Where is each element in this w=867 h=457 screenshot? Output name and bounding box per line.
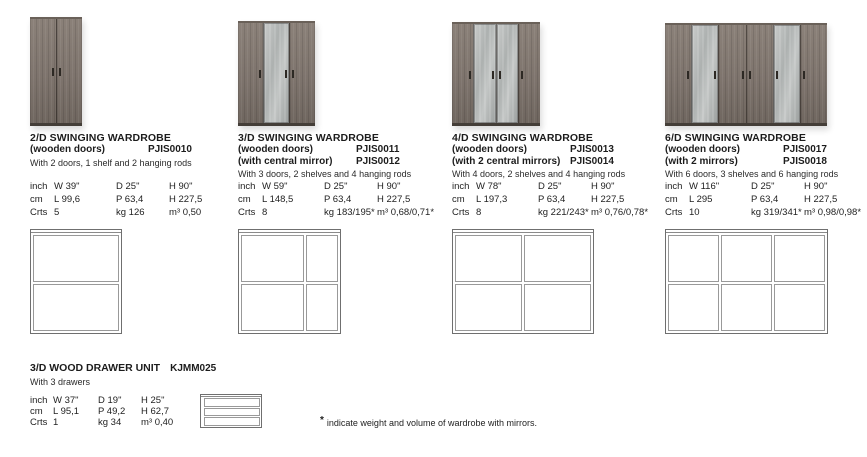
door-handle <box>687 71 689 79</box>
product-variant-line <box>452 157 652 168</box>
spec-depth: D 25" <box>324 181 348 192</box>
spec-height: H 227,5 <box>591 194 625 205</box>
spec-table <box>238 180 438 219</box>
product-variant-line <box>665 157 865 168</box>
product-photo-area <box>665 14 865 126</box>
spec-unit: inch <box>30 181 48 192</box>
spec-height: H 90" <box>804 181 828 192</box>
product-title: 4/D SWINGING WARDROBE <box>452 133 593 144</box>
product-variant-line <box>665 145 865 156</box>
diagram-panel <box>33 284 119 331</box>
spec-row-cm <box>238 193 438 206</box>
spec-unit: inch <box>30 394 48 406</box>
diagram-panel <box>204 398 260 407</box>
spec-unit: cm <box>238 194 251 205</box>
spec-width: L 197,3 <box>476 194 508 205</box>
door-handle <box>292 70 294 78</box>
door-handle <box>499 71 501 79</box>
spec-unit: cm <box>30 405 43 417</box>
wardrobe-image <box>452 22 540 126</box>
mirror-door <box>691 25 718 123</box>
spec-depth: P 49,2 <box>98 405 126 417</box>
drawer-unit-description: With 3 drawers <box>30 377 91 387</box>
product-code: PJIS0012 <box>356 155 400 167</box>
spec-weight: kg 221/243* <box>538 207 589 218</box>
spec-row-cm <box>30 193 230 206</box>
spec-row-cartons <box>238 206 438 219</box>
diagram-panel <box>524 235 591 282</box>
spec-height: H 90" <box>591 181 615 192</box>
spec-unit: cm <box>665 194 678 205</box>
wood-door <box>518 24 540 123</box>
diagram-panel <box>455 235 522 282</box>
product-photo-area <box>452 14 652 126</box>
diagram-panel <box>668 284 719 331</box>
asterisk-icon: * <box>320 415 324 426</box>
door-handle <box>492 71 494 79</box>
diagram-panel <box>721 235 772 282</box>
mirror-door <box>496 24 518 123</box>
product-title-block <box>452 133 652 180</box>
spec-depth: D 25" <box>751 181 775 192</box>
spec-volume: m³ 0,50 <box>169 207 202 218</box>
spec-row-cm <box>452 193 652 206</box>
footnote-text: indicate weight and volume of wardrobe with mirrors. <box>326 418 537 428</box>
door-handle <box>521 71 523 79</box>
spec-row-inch <box>665 180 865 193</box>
mirror-door <box>473 24 495 123</box>
spec-unit: Crts <box>452 207 470 218</box>
mirror-door <box>773 25 800 123</box>
door-handle <box>469 71 471 79</box>
diagram-panel <box>721 284 772 331</box>
product-column-6d-wardrobe <box>665 14 865 344</box>
spec-width: L 148,5 <box>262 194 294 205</box>
door-handle <box>749 71 751 79</box>
footnote <box>320 415 537 428</box>
product-description: With 3 doors, 2 shelves and 4 hanging rods <box>238 169 412 179</box>
product-column-3d-wardrobe <box>238 14 438 344</box>
product-title: 2/D SWINGING WARDROBE <box>30 133 171 144</box>
spec-height: H 90" <box>169 181 193 192</box>
diagram-panel <box>204 417 260 426</box>
wood-door <box>718 25 745 123</box>
spec-unit: cm <box>452 194 465 205</box>
front-view-diagram <box>30 229 122 334</box>
spec-depth: D 25" <box>116 181 140 192</box>
wood-door <box>238 23 263 123</box>
door-handle <box>742 71 744 79</box>
spec-height: H 227,5 <box>377 194 411 205</box>
spec-depth: D 19" <box>98 394 122 406</box>
spec-row-inch <box>238 180 438 193</box>
product-code: PJIS0017 <box>783 144 827 155</box>
variant-label: (wooden doors) <box>665 144 740 155</box>
spec-table <box>30 180 230 219</box>
spec-width: W 116" <box>689 181 720 192</box>
spec-height: H 227,5 <box>804 194 838 205</box>
spec-unit: Crts <box>30 416 48 428</box>
spec-unit: inch <box>665 181 683 192</box>
front-view-diagram <box>452 229 594 334</box>
door-handle <box>259 70 261 78</box>
product-code: PJIS0018 <box>783 155 827 167</box>
spec-height: H 25" <box>141 394 165 406</box>
spec-table <box>452 180 652 219</box>
spec-width: L 295 <box>689 194 713 205</box>
door-handle <box>776 71 778 79</box>
product-title: 6/D SWINGING WARDROBE <box>665 133 806 144</box>
spec-row-cartons <box>665 206 865 219</box>
spec-cartons: 10 <box>689 207 700 218</box>
spec-width: L 99,6 <box>54 194 81 205</box>
spec-unit: Crts <box>30 207 48 218</box>
door-handle <box>803 71 805 79</box>
spec-width: W 39" <box>54 181 80 192</box>
spec-row-cartons <box>30 206 230 219</box>
wardrobe-image <box>238 21 315 126</box>
spec-depth: P 63,4 <box>751 194 779 205</box>
diagram-panel <box>306 284 338 331</box>
variant-label: (with 2 mirrors) <box>665 155 738 167</box>
wood-door <box>56 19 83 123</box>
product-variant-line <box>452 145 652 156</box>
variant-label: (wooden doors) <box>30 144 105 155</box>
door-handle <box>52 68 54 76</box>
spec-depth: P 63,4 <box>324 194 352 205</box>
spec-row-cartons <box>452 206 652 219</box>
diagram-panel <box>204 408 260 417</box>
front-view-diagram <box>665 229 828 334</box>
spec-weight: kg 183/195* <box>324 207 375 218</box>
spec-weight: kg 34 <box>98 416 122 428</box>
product-description: With 6 doors, 3 shelves and 6 hanging rods <box>665 169 839 179</box>
spec-unit: inch <box>238 181 256 192</box>
front-view-diagram <box>238 229 341 334</box>
spec-cartons: 1 <box>53 416 59 428</box>
wood-door <box>289 23 315 123</box>
wood-door <box>746 25 773 123</box>
door-handle <box>714 71 716 79</box>
spec-volume: m³ 0,98/0,98* <box>804 207 862 218</box>
drawer-unit-code: KJMM025 <box>170 363 217 374</box>
spec-volume: m³ 0,40 <box>141 416 174 428</box>
variant-label: (wooden doors) <box>452 144 527 155</box>
diagram-panel <box>241 235 304 282</box>
spec-row-cm <box>665 193 865 206</box>
door-handle <box>285 70 287 78</box>
variant-label: (wooden doors) <box>238 144 313 155</box>
product-code: PJIS0014 <box>570 155 614 167</box>
drawer-unit-diagram <box>200 394 262 428</box>
spec-weight: kg 319/341* <box>751 207 802 218</box>
drawer-unit-title-line <box>30 362 300 375</box>
spec-volume: m³ 0,76/0,78* <box>591 207 649 218</box>
wood-door <box>665 25 691 123</box>
spec-unit: cm <box>30 194 43 205</box>
product-column-2d-wardrobe <box>30 14 230 344</box>
wardrobe-image <box>30 17 82 126</box>
diagram-panel <box>455 284 522 331</box>
spec-width: W 37" <box>53 394 79 406</box>
spec-unit: Crts <box>238 207 256 218</box>
diagram-panel <box>774 235 825 282</box>
product-column-4d-wardrobe <box>452 14 652 344</box>
spec-height: H 90" <box>377 181 401 192</box>
diagram-panel <box>306 235 338 282</box>
product-code: PJIS0011 <box>356 144 400 155</box>
product-title: 3/D SWINGING WARDROBE <box>238 133 379 144</box>
spec-height: H 62,7 <box>141 405 169 417</box>
spec-width: L 95,1 <box>53 405 80 417</box>
product-variant-line <box>238 157 438 168</box>
spec-cartons: 8 <box>262 207 268 218</box>
product-description: With 2 doors, 1 shelf and 2 hanging rods <box>30 157 192 168</box>
wardrobe-image <box>665 23 827 126</box>
diagram-panel <box>33 235 119 282</box>
mirror-door <box>263 23 289 123</box>
spec-unit: Crts <box>665 207 683 218</box>
spec-depth: P 63,4 <box>538 194 566 205</box>
spec-cartons: 5 <box>54 207 60 218</box>
spec-weight: kg 126 <box>116 207 145 218</box>
product-variant-line <box>30 145 230 156</box>
spec-width: W 59" <box>262 181 288 192</box>
wood-door <box>452 24 473 123</box>
door-handle <box>59 68 61 76</box>
spec-unit: inch <box>452 181 470 192</box>
spec-depth: D 25" <box>538 181 562 192</box>
spec-width: W 78" <box>476 181 502 192</box>
diagram-panel <box>774 284 825 331</box>
variant-label: (with central mirror) <box>238 155 333 167</box>
product-title-block <box>665 133 865 180</box>
diagram-panel <box>241 284 304 331</box>
spec-row-inch <box>452 180 652 193</box>
variant-label: (with 2 central mirrors) <box>452 155 561 167</box>
spec-cartons: 8 <box>476 207 482 218</box>
product-description: With 4 doors, 2 shelves and 4 hanging rods <box>452 169 626 179</box>
diagram-panel <box>668 235 719 282</box>
product-title-block <box>30 133 230 180</box>
product-title-block <box>238 133 438 180</box>
wood-door <box>30 19 56 123</box>
spec-row-inch <box>30 180 230 193</box>
spec-depth: P 63,4 <box>116 194 144 205</box>
spec-height: H 227,5 <box>169 194 203 205</box>
wood-door <box>800 25 827 123</box>
product-code: PJIS0010 <box>148 144 192 155</box>
product-photo-area <box>30 14 230 126</box>
spec-table <box>665 180 865 219</box>
drawer-unit-title: 3/D WOOD DRAWER UNIT <box>30 362 161 374</box>
diagram-panel <box>524 284 591 331</box>
product-variant-line <box>238 145 438 156</box>
spec-volume: m³ 0,68/0,71* <box>377 207 435 218</box>
product-code: PJIS0013 <box>570 144 614 155</box>
product-photo-area <box>238 14 438 126</box>
